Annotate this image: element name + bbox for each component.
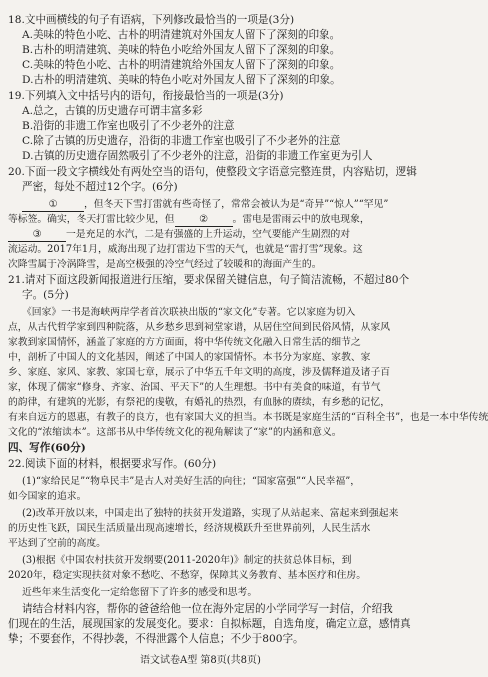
q22-material-line4: 的历史性飞跃，国民生活质量出现高速增长，经济规模跃升至世界前列，人民生活水 <box>8 523 371 534</box>
q21-passage-line6: 家，体现了儒家“修身、齐家、治国、平天下”的人生理想。书中有美食的味道，有节气 <box>8 382 381 393</box>
q20-passage-line5: 次降雪属于冷涡降雪，是高空极强的冷空气经过了较暖和的海面产生的。 <box>8 259 322 270</box>
q19-option-b: B.沿街的非遗工作室也吸引了不少老外的注意 <box>22 120 235 132</box>
q22-material-line8: 近些年来生活变化一定给您留下了许多的感受和思考。 <box>22 587 258 598</box>
q19-option-d: D.古镇的历史遗存固然吸引了不少老外的注意，沿街的非遗工作室更为引人 <box>22 150 373 162</box>
q20-passage-line4: 流运动。2017年1月，威海出现了边打雷边下雪的天气，也就是“雷打雪”现象。这 <box>8 244 363 255</box>
q21-passage-line2: 点，从古代哲学家到四种院落，从乡愁乡思到祠堂家谱，从居住空间到民俗风情，从家风 <box>8 322 391 333</box>
q21-passage-line9: 文化的“浓缩读本”。这部书从中华传统文化的视角解读了“家”的内涵和意义。 <box>8 427 342 438</box>
q22-material-line2: 如今国家的追求。 <box>8 491 87 502</box>
q21-passage-line3: 家教到家国情怀，涵盖了家庭的方方面面，将中华传统文化融入日常生活的细节之 <box>8 337 361 348</box>
q21-passage-line4: 中，剖析了中国人的文化基因，阐述了中国人的家国情怀。本书分为家庭、家教、家 <box>8 352 371 363</box>
q19-option-a: A.总之，古镇的历史遗存可谓丰富多彩 <box>22 105 203 117</box>
q20-passage-line2: 等标签。确实，冬天打雷比较少见，但 ② 。雷电是雷雨云中的放电现象， <box>8 214 370 225</box>
q20-blank-2: ② <box>175 213 233 227</box>
q22-requirement-line1: 请结合材料内容，帮你的爸爸给他一位在海外定居的小学同学写一封信，介绍我 <box>22 603 393 615</box>
q20-stem-line1: 20.下面一段文字横线处有两处空当的语句，使整段文字语意完整连贯，内容贴切，逻辑 <box>8 166 417 178</box>
q18-option-b: B.古朴的明清建筑、美味的特色小吃给外国友人留下了深刻的印象。 <box>22 44 341 56</box>
q21-passage-line5: 乡、家庭、家风、家教、家国七章，展示了中华五千年文明的高度，涉及儒释道及诸子百 <box>8 367 391 378</box>
q22-material-line5: 平达到了空前的高度。 <box>8 538 106 549</box>
q22-material-line7: 2020年，稳定实现扶贫对象不愁吃、不愁穿，保障其义务教育、基本医疗和住房。 <box>8 570 367 581</box>
q18-option-d: D.古朴的明清建筑、美味的特色小吃对外国友人留下了深刻的印象。 <box>22 74 341 86</box>
q21-passage-line8: 有来自远方的恩惠，有教子的良方，也有家国大义的担当。本书既是家庭生活的“百科全书”，也是一本中华传统 <box>8 412 488 423</box>
q20-blank-3: ③ <box>8 228 66 242</box>
q22-requirement-line2: 们现在的生活，展现国家的发展变化。要求：自拟标题，自选角度，确定立意，感情真 <box>8 618 411 630</box>
q18-option-c: C.美味的特色小吃、古朴的明清建筑给外国友人留下了深刻的印象。 <box>22 59 341 71</box>
q22-material-line6: (3)根据《中国农村扶贫开发纲要(2011-2020年)》制定的扶贫总体目标，到 <box>22 555 352 566</box>
q22-stem: 22.阅读下面的材料，根据要求写作。(60分) <box>8 458 217 470</box>
q22-material-line1: (1)“家给民足”“物阜民丰”是古人对美好生活的向往；“国家富强”“人民幸福”， <box>22 476 361 487</box>
q22-material-line3: (2)改革开放以来，中国走出了独特的扶贫开发道路，实现了从站起来、富起来到强起来 <box>22 508 399 519</box>
q20-stem-line2: 严密，每处不超过12个字。(6分) <box>22 181 178 193</box>
q22-requirement-line3: 挚；不要套作，不得抄袭，不得泄露个人信息；不少于800字。 <box>8 633 304 645</box>
q20-blank-1: ① <box>22 198 84 212</box>
q18-option-a: A.美味的特色小吃、古朴的明清建筑对外国友人留下了深刻的印象。 <box>22 29 341 41</box>
q21-stem-line2: 字。(5分) <box>22 289 69 301</box>
q21-passage-line1: 《回家》一书是海峡两岸学者首次联袂出版的“家文化”专著。它以家庭为切入 <box>22 307 356 318</box>
q18-stem: 18.文中画横线的句子有语病，下列修改最恰当的一项是(3分) <box>8 14 295 26</box>
q19-option-c: C.除了古镇的历史遗存，沿街的非遗工作室也吸引了不少老外的注意 <box>22 135 341 147</box>
page-footer: 语文试卷A型 第8页(共8页) <box>140 655 261 666</box>
q20-passage-line3: ③ 一是充足的水汽，二是有强盛的上升运动，空气要能产生剧烈的对 <box>8 228 350 241</box>
section-heading-writing: 四、写作(60分) <box>8 442 86 454</box>
q21-passage-line7: 的韵律，有建筑的光影，有祭祀的虔敬，有婚礼的热烈，有血脉的赓续，有乡愁的记忆， <box>8 397 391 408</box>
q19-stem: 19.下列填入文中括号内的语句，衔接最恰当的一项是(3分) <box>8 90 284 102</box>
q21-stem-line1: 21.请对下面这段新闻报道进行压缩，要求保留关键信息，句子简洁流畅，不超过80个 <box>8 274 410 286</box>
q20-passage-line1: ① ，但冬天下雪打雷就有些奇怪了，常常会被认为是“奇异”“惊人”“罕见” <box>22 198 388 211</box>
